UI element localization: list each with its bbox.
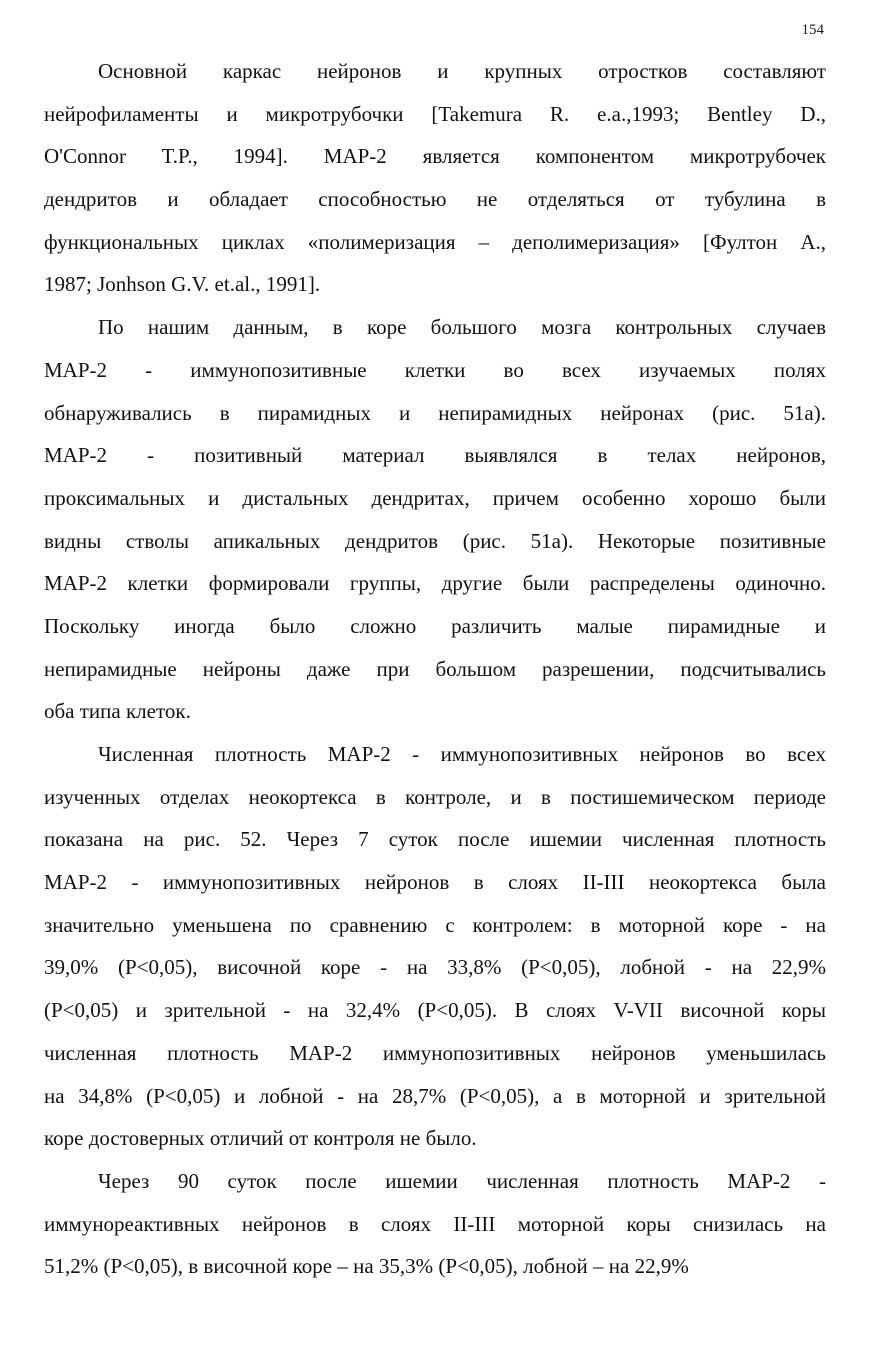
text-line: MAP-2 клетки формировали группы, другие были распределены одиночно. — [44, 571, 826, 596]
text-line: Через 90 суток после ишемии численная плотность MAP-2 - — [98, 1168, 826, 1193]
text-line: (P<0,05) и зрительной - на 32,4% (P<0,05). В слоях V-VII височной коры — [44, 998, 826, 1023]
text-line: непирамидные нейроны даже при большом разрешении, подсчитывались — [44, 656, 826, 681]
text-line: 1987; Jonhson G.V. et.al., 1991]. — [44, 272, 321, 297]
text-line: функциональных циклах «полимеризация – деполимеризация» [Фултон А., — [44, 229, 826, 254]
text-line: численная плотность MAP-2 иммунопозитивных нейронов уменьшилась — [44, 1040, 826, 1065]
text-line: O'Connor T.P., 1994]. MAP-2 является компонентом микротрубочек — [44, 144, 826, 169]
text-line: обнаруживались в пирамидных и непирамидных нейронах (рис. 51а). — [44, 400, 826, 425]
text-line: нейрофиламенты и микротрубочки [Takemura R. e.a.,1993; Bentley D., — [44, 101, 826, 126]
text-line: видны стволы апикальных дендритов (рис. 51а). Некоторые позитивные — [44, 528, 826, 553]
text-line: коре достоверных отличий от контроля не было. — [44, 1126, 477, 1151]
paragraph — [44, 306, 826, 733]
text-line: проксимальных и дистальных дендритах, причем особенно хорошо были — [44, 485, 826, 510]
text-line: на 34,8% (P<0,05) и лобной - на 28,7% (P<0,05), а в моторной и зрительной — [44, 1083, 826, 1108]
paragraph — [44, 733, 826, 1160]
document-body — [44, 50, 826, 1288]
text-line: изученных отделах неокортекса в контроле, и в постишемическом периоде — [44, 784, 826, 809]
text-line: показана на рис. 52. Через 7 суток после ишемии численная плотность — [44, 827, 826, 852]
text-line: Численная плотность MAP-2 - иммунопозитивных нейронов во всех — [98, 742, 826, 766]
paragraph — [44, 50, 826, 306]
text-line: Поскольку иногда было сложно различить малые пирамидные и — [44, 613, 826, 638]
text-line: MAP-2 - иммунопозитивных нейронов в слоях II-III неокортекса была — [44, 870, 826, 895]
text-line: оба типа клеток. — [44, 699, 191, 724]
page-number: 154 — [801, 22, 824, 38]
text-line: MAP-2 - позитивный материал выявлялся в телах нейронов, — [44, 443, 826, 468]
text-line: 39,0% (P<0,05), височной коре - на 33,8% (P<0,05), лобной - на 22,9% — [44, 955, 826, 980]
text-line: По нашим данным, в коре большого мозга контрольных случаев — [98, 315, 826, 340]
text-line: MAP-2 - иммунопозитивные клетки во всех изучаемых полях — [44, 357, 826, 382]
text-line: дендритов и обладает способностью не отделяться от тубулина в — [44, 187, 826, 212]
text-line: Основной каркас нейронов и крупных отростков составляют — [98, 59, 826, 83]
text-line: 51,2% (P<0,05), в височной коре – на 35,3% (P<0,05), лобной – на 22,9% — [44, 1254, 689, 1279]
text-line: значительно уменьшена по сравнению с контролем: в моторной коре - на — [44, 912, 826, 937]
paragraph — [44, 1160, 826, 1288]
text-line: иммунореактивных нейронов в слоях II-III моторной коры снизилась на — [44, 1211, 826, 1236]
